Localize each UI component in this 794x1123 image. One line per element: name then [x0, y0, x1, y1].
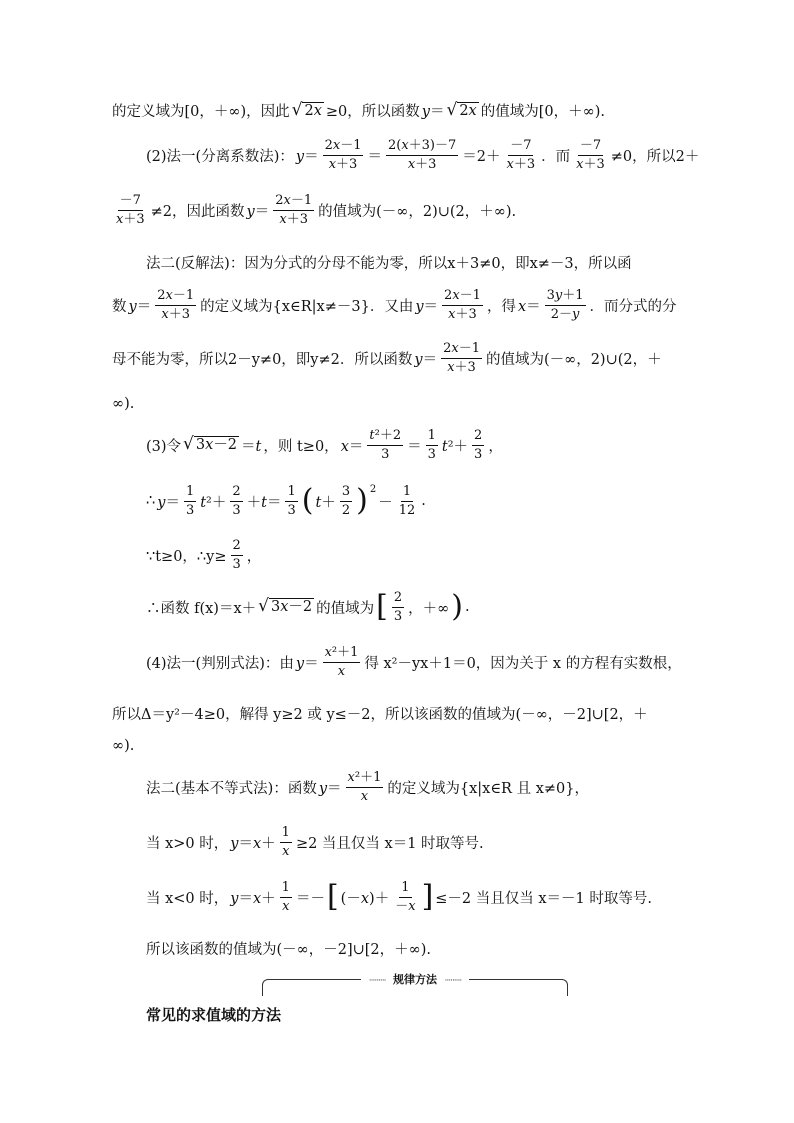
- text-line-3: $\frac{-7}{x+3}$ ≠2，因此函数 y＝ $\frac{2x-1}{x+3}$ 的值域为(－∞，2)∪(2，＋∞).: [116, 193, 517, 227]
- fraction: $\frac{1}{12}$: [398, 484, 416, 518]
- sqrt-3x-2: √ 3x－2: [258, 596, 313, 617]
- fraction: $\frac{1}{-x}$: [395, 880, 416, 914]
- line-6-text-b: 的值域为(－∞，2)∪(2，＋: [485, 351, 662, 368]
- fraction: $\frac{1}{3}$: [287, 484, 296, 518]
- heading-text: 常见的求值域的方法: [146, 1006, 282, 1024]
- line-15-text-b: 的定义域为{x|x∈R 且 x≠0}，: [387, 780, 589, 797]
- line-11-text-a: ∴函数 f(x)＝x＋: [146, 600, 257, 617]
- text-line-10: ∵t≥0，∴y≥ $\frac{2}{3}$ ，: [146, 538, 262, 572]
- fraction: $\frac{2}{3}$: [232, 484, 241, 518]
- line-4-text: 法二(反解法)：因为分式的分母不能为零，所以x＋3≠0，即x≠－3，所以函: [146, 256, 632, 272]
- text-line-18: [146, 938, 431, 959]
- line-5-text-b: 的定义域为{x∈R|x≠－3}．又由: [200, 298, 414, 315]
- sqrt-2x: √ 2x: [291, 99, 322, 120]
- line-14-text: ∞).: [112, 738, 135, 754]
- text-line-14: [112, 738, 134, 754]
- fraction: $\frac{-7}{x+3}$: [116, 193, 145, 227]
- line-11-text-b: 的值域为: [316, 600, 375, 617]
- line-5-text-c: ，得: [486, 298, 516, 315]
- fraction: $\frac{2}{3}$: [474, 428, 483, 462]
- text-line-16: 当 x>0 时， y＝x＋ $\frac{1}{x}$ ≥2 当且仅当 x＝1 时取等号.: [146, 825, 484, 859]
- divider-label: 规律方法: [393, 973, 437, 986]
- text-line-11: ∴函数 f(x)＝x＋ √ 3x－2 的值域为 [ $\frac{2}{3}$ ，＋∞ ) .: [146, 589, 470, 625]
- section-divider: ········· 规律方法 ·········: [262, 979, 568, 996]
- line-7-text: ∞).: [112, 396, 135, 412]
- line-2-text-a: (2)法一(分离系数法)：: [146, 148, 294, 165]
- fraction: $\frac{1}{3}$: [185, 484, 195, 518]
- fraction: $\frac{1}{x}$: [281, 825, 290, 859]
- text-line-13: [112, 703, 648, 724]
- fraction: $\frac{\text{x²＋1}}{x}$: [347, 770, 382, 804]
- fraction: $\frac{1}{3}$: [427, 428, 436, 462]
- text-line-7: [112, 396, 134, 412]
- line-15-text-a: 法二(基本不等式法)：函数: [146, 780, 317, 797]
- line-1-text-a: 的定义域为[0，＋∞)，因此: [112, 104, 290, 120]
- fraction: $\frac{\text{t²＋2}}{3}$: [369, 428, 402, 462]
- text-line-17: 当 x<0 时， y＝x＋ $\frac{1}{x}$ ＝－ [ (－x)＋ $\frac{1}{-x}$ ] ≤－2 当且仅当 x＝－1 时取等号.: [146, 879, 652, 915]
- line-6-text-a: 母不能为零，所以2－y≠0，即y≠2．所以函数: [112, 351, 413, 368]
- line-12-text-a: (4)法一(判别式法)：由: [146, 655, 294, 672]
- fraction: $\frac{3}{2}$: [341, 484, 351, 518]
- fraction: $\frac{-7}{x+3}$: [576, 138, 605, 172]
- text-line-4: [146, 252, 632, 273]
- text-line-2: (2)法一(分离系数法)： y＝ $\frac{2x-1}{x+3}$ ＝ $\frac{2(x+3)-7}{x+3}$ ＝2＋ $\frac{-7}{x+3}$ ．而 $\frac{-7}{x+3}$ ≠0，所以2＋: [146, 138, 700, 172]
- text-line-9: ∴ y＝ $\frac{1}{3}$ t²＋ $\frac{2}{3}$ ＋t＝ $\frac{1}{3}$ ( t＋ $\frac{3}{2}$ ) 2 － $\frac{1}{12}$ .: [146, 483, 426, 519]
- line-12-text-b: 得 x²－yx＋1＝0，因为关于 x 的方程有实数根，: [364, 655, 682, 672]
- fraction: $\frac{2x-1}{x+3}$: [157, 288, 195, 322]
- line-1-text-c: 的值域为[0，＋∞).: [480, 104, 605, 120]
- fraction: $\frac{2}{3}$: [232, 538, 241, 572]
- line-2-text-b: ．而: [541, 148, 571, 165]
- fraction: $\frac{3y+1}{2-y}$: [546, 288, 584, 322]
- text-line-15: 法二(基本不等式法)：函数 y＝ $\frac{\text{x²＋1}}{x}$ 的定义域为{x|x∈R 且 x≠0}，: [146, 770, 589, 804]
- sqrt-3x-2: √ 3x－2: [183, 434, 238, 455]
- fraction: $\frac{1}{x}$: [281, 880, 290, 914]
- fraction: $\frac{2x-1}{x+3}$: [443, 341, 480, 375]
- text-line-12: (4)法一(判别式法)：由 y＝ $\frac{\text{x²＋1}}{x}$ 得 x²－yx＋1＝0，因为关于 x 的方程有实数根，: [146, 645, 682, 679]
- line-8-text-a: (3)令: [146, 438, 182, 455]
- line-17-text-b: ≤－2 当且仅当 x＝－1 时取等号.: [435, 890, 652, 907]
- line-10-text: ∵t≥0，∴y≥: [146, 548, 227, 565]
- line-17-text-a: 当 x<0 时，: [146, 890, 229, 907]
- line-3-text-b: 的值域为(－∞，2)∪(2，＋∞).: [318, 203, 517, 220]
- text-line-6: 母不能为零，所以2－y≠0，即y≠2．所以函数 y＝ $\frac{2x-1}{x+3}$ 的值域为(－∞，2)∪(2，＋: [112, 341, 662, 375]
- text-line-5: 数 y＝ $\frac{2x-1}{x+3}$ 的定义域为{x∈R|x≠－3}．又由 y＝ $\frac{2x-1}{x+3}$ ，得 x＝ $\frac{3y+1}{2-y}$ ．而分式的分: [112, 288, 677, 322]
- sqrt-2x-2: √ 2x: [446, 99, 477, 120]
- section-heading: [146, 1004, 281, 1025]
- fraction: $\frac{-7}{x+3}$: [506, 138, 536, 172]
- fraction: $\frac{2(x+3)-7}{x+3}$: [387, 138, 457, 172]
- fraction: $\frac{2x-1}{x+3}$: [324, 138, 362, 172]
- line-16-text-a: 当 x>0 时，: [146, 835, 229, 852]
- fraction: $\frac{2x-1}{x+3}$: [275, 193, 313, 227]
- line-5-text-d: ．而分式的分: [589, 298, 677, 315]
- line-9-text: ∴: [146, 493, 156, 510]
- line-16-text-b: ≥2 当且仅当 x＝1 时取等号.: [295, 835, 484, 852]
- line-5-text-a: 数: [112, 298, 127, 315]
- line-18-text: 所以该函数的值域为(－∞，－2]∪[2，＋∞).: [146, 942, 431, 958]
- line-13-text: 所以Δ＝y²－4≥0，解得 y≥2 或 y≤－2，所以该函数的值域为(－∞，－2]∪[2，＋: [112, 707, 648, 723]
- fraction: $\frac{2}{3}$: [393, 590, 403, 624]
- text-line-1: 的定义域为[0，＋∞)，因此 √ 2x ≥0，所以函数 y＝ √ 2x 的值域为[0，＋∞).: [112, 99, 605, 120]
- line-3-text-a: ≠2，因此函数: [150, 203, 245, 220]
- fraction: $\frac{\text{x²＋1}}{x}$: [324, 645, 359, 679]
- line-1-text-b: ≥0，所以函数: [325, 104, 420, 120]
- fraction: $\frac{2x-1}{x+3}$: [444, 288, 481, 322]
- line-2-text-c: ≠0，所以2＋: [610, 148, 700, 165]
- line-8-text-b: ，则 t≥0，: [263, 438, 339, 455]
- text-line-8: (3)令 √ 3x－2 ＝t ，则 t≥0， x＝ $\frac{\text{t²＋2}}{3}$ ＝ $\frac{1}{3}$ t²＋ $\frac{2}{3}$ ，: [146, 428, 503, 462]
